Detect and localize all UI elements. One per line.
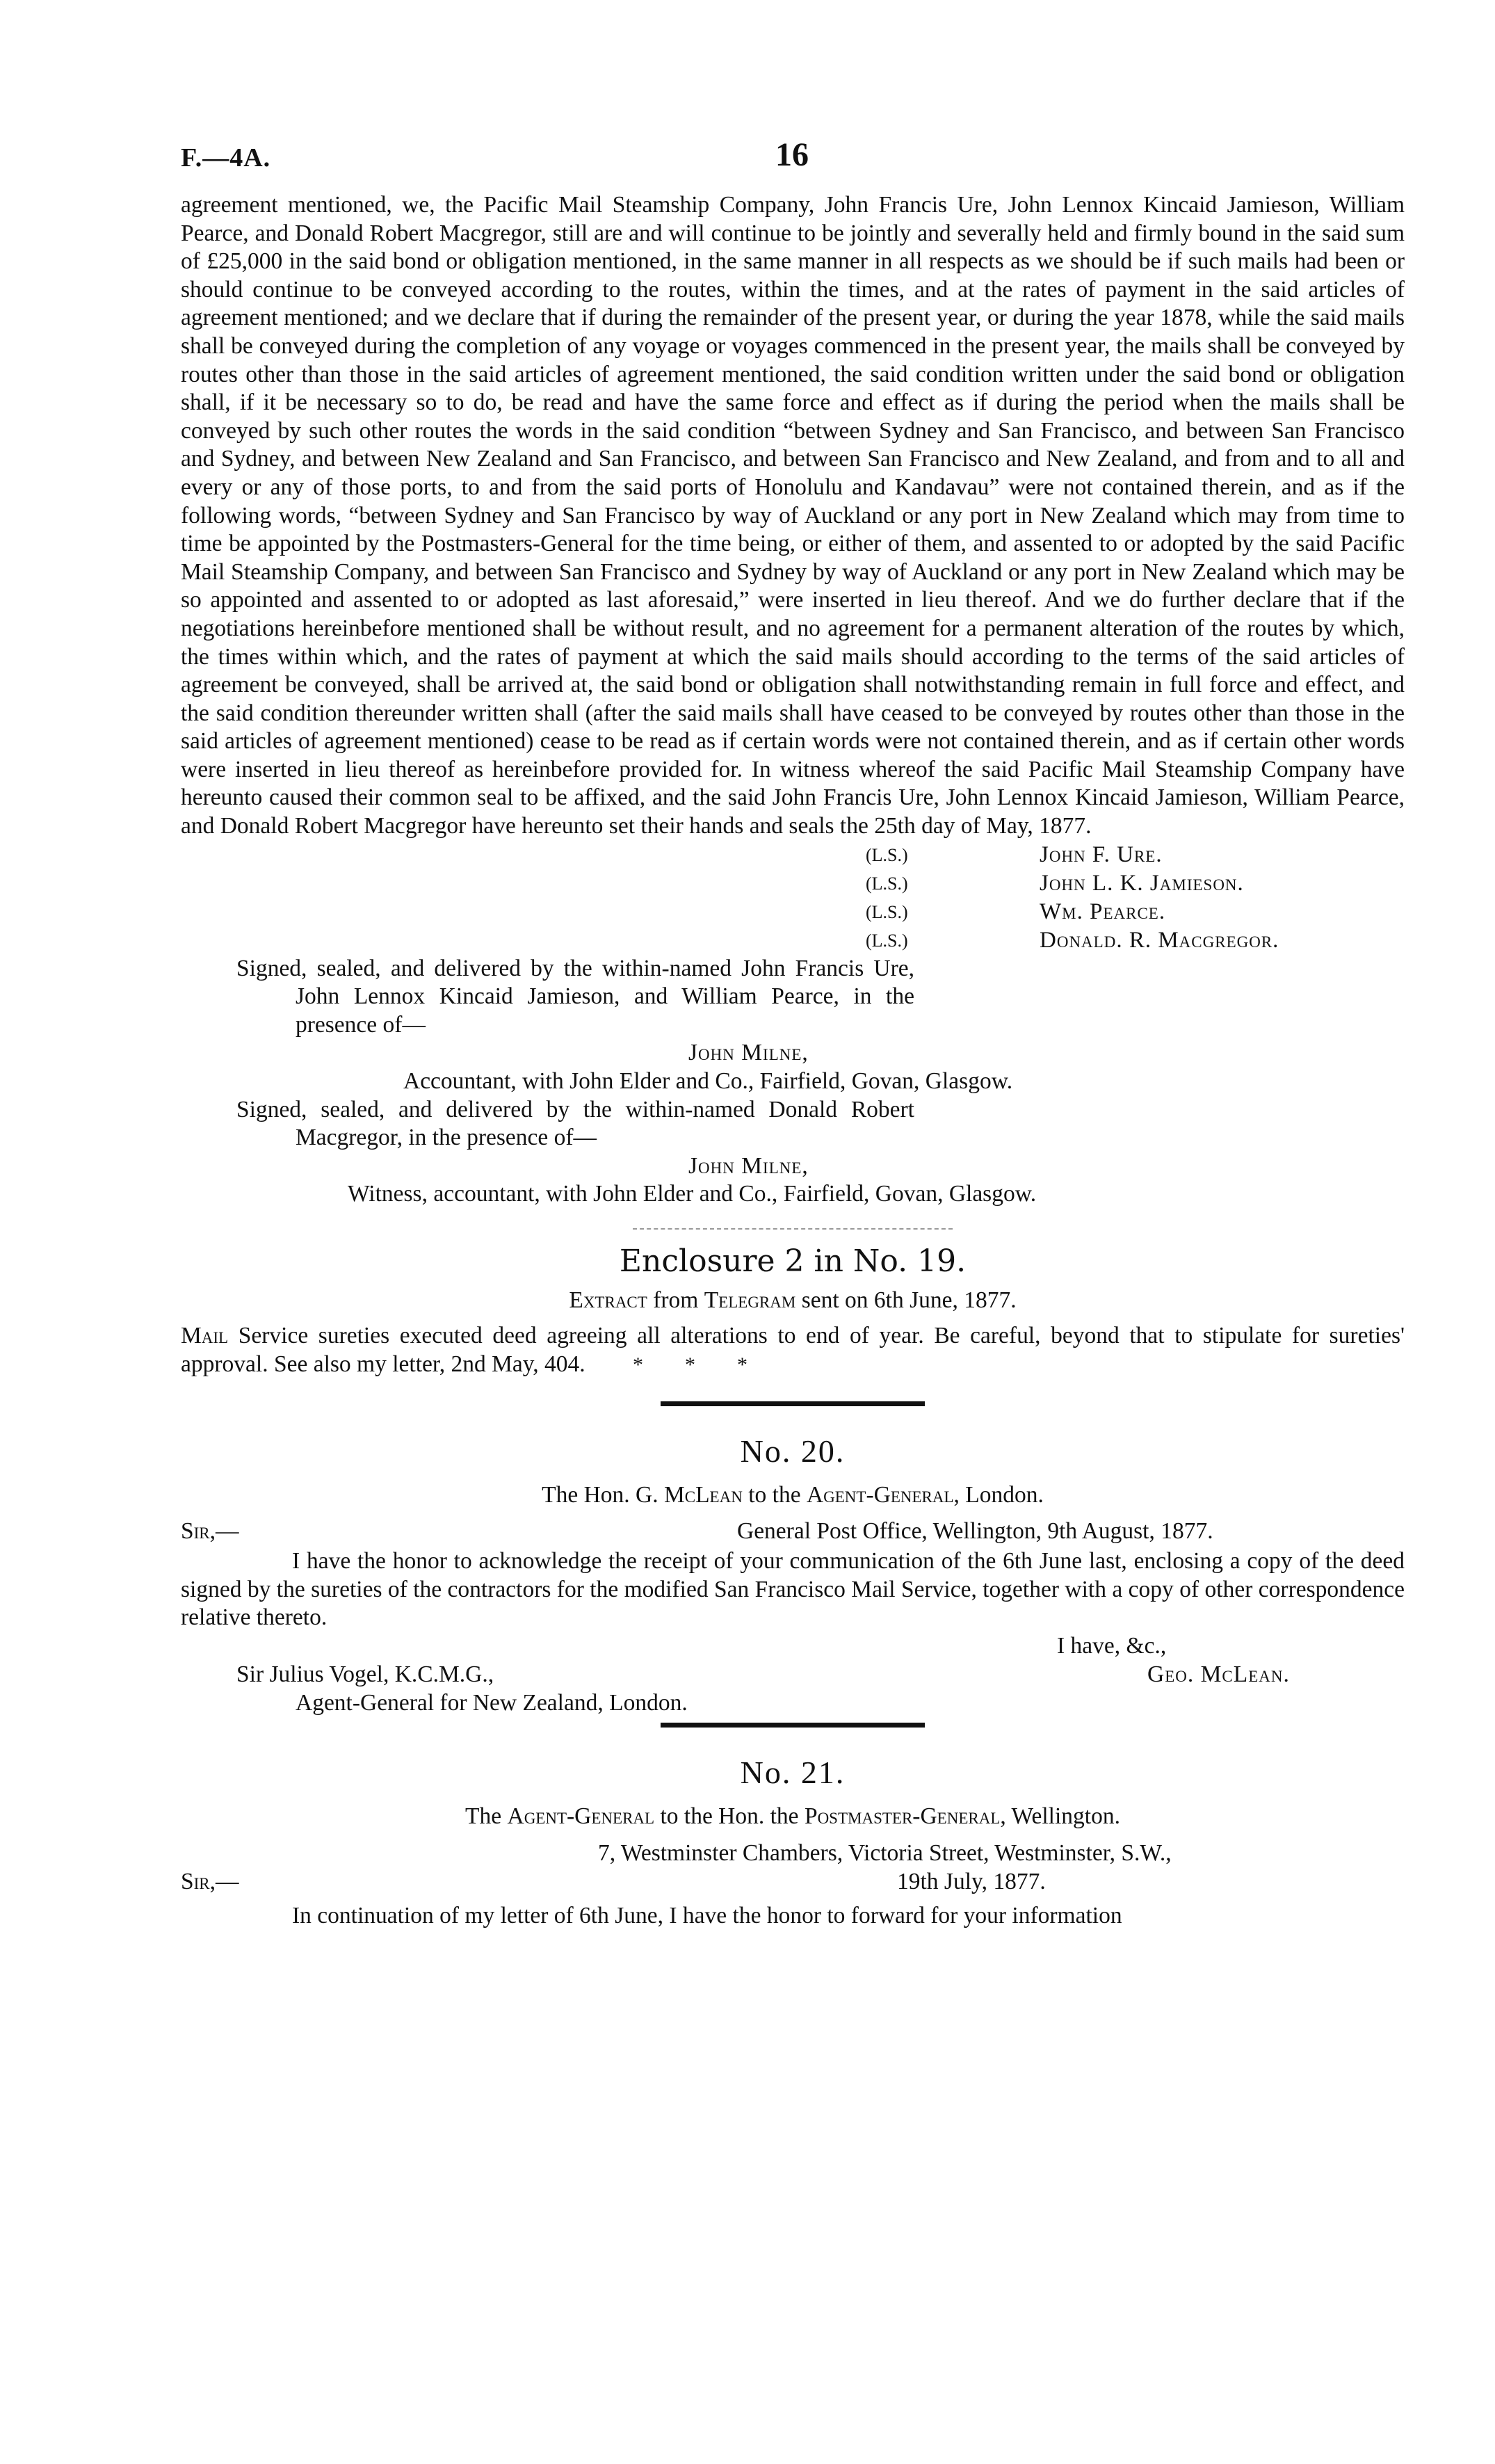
salutation-row bbox=[181, 1518, 1405, 1547]
section-rule bbox=[661, 1401, 925, 1406]
page-header bbox=[181, 136, 1405, 191]
salutation: Sir,— bbox=[181, 1868, 239, 1894]
signature-name: Geo. McLean. bbox=[1147, 1661, 1290, 1687]
signed-sealed-statement-1: Signed, sealed, and delivered by the within-named John Francis Ure, John Lennox Kincaid Jamieson, and William Pearce, in the presence of— bbox=[236, 955, 914, 1038]
addr-place: London. bbox=[965, 1482, 1044, 1508]
addr-pre: The Hon. G. bbox=[542, 1482, 658, 1508]
witness-detail-1: Accountant, with John Elder and Co., Fairfield, Govan, Glasgow. bbox=[403, 1068, 1013, 1095]
seal-list bbox=[181, 841, 1405, 955]
telegram-body bbox=[181, 1322, 1405, 1379]
signed-sealed-statement-2: Signed, sealed, and delivered by the within-named Donald Robert Macgregor, in the presence of— bbox=[236, 1096, 914, 1151]
letter-address-no21 bbox=[181, 1803, 1405, 1830]
seal-mark: (L.S.) bbox=[866, 873, 908, 894]
telegram-word: Telegram bbox=[704, 1287, 796, 1313]
recipient-line-1: Sir Julius Vogel, K.C.M.G., bbox=[236, 1661, 494, 1687]
sender-address: General Post Office, Wellington, 9th August, 1877. bbox=[737, 1518, 1213, 1545]
seal-mark: (L.S.) bbox=[866, 901, 908, 922]
letter-title-no21: No. 21. bbox=[740, 1754, 846, 1790]
addr-to: to the Hon. the bbox=[660, 1803, 799, 1829]
addr-place: Wellington. bbox=[1011, 1803, 1120, 1829]
signatory-name: John L. K. Jamieson. bbox=[1040, 870, 1244, 896]
letter-body-no20: I have the honor to acknowledge the receipt of your communication of the 6th June last, enclosing a copy of the deed signed by the sureties of the contractors for the modified San Francisco Mail Service, together with a copy of other correspondence relative thereto. bbox=[181, 1548, 1405, 1631]
salutation: Sir,— bbox=[181, 1518, 239, 1545]
addr-to: to the bbox=[748, 1482, 801, 1508]
extract-heading bbox=[181, 1287, 1405, 1314]
letter-title-no20: No. 20. bbox=[740, 1433, 846, 1469]
main-paragraph: agreement mentioned, we, the Pacific Mail Steamship Company, John Francis Ure, John Lennox Kincaid Jamieson, William Pearce, and Donald Robert Macgregor, still are and will continue to be jointly and severally held and firmly bound in the said sum of £25,000 in the said bond or obligation mentioned, in the same manner in all respects as we should be if such mails had been or should continue to be conveyed according to the routes, within the times, and at the rates of payment in the said articles of agreement mentioned; and we declare that if during the remainder of the present year, or during the year 1878, while the said mails shall be conveyed during the completion of any voyage or voyages commenced in the present year, the mails shall be conveyed by routes other than those in the said articles of agreement mentioned, the said condition written under the said bond or obligation shall, if it be necessary so to do, be read and have the same force and effect as if during the period when the mails shall be conveyed by such other routes the words in the said condition “between Sydney and San Francisco, and between San Francisco and Sydney, and between New Zealand and San Francisco, and between San Francisco and New Zealand, and from and to all and every or any of those ports, to and from the said ports of Honolulu and Kandavau” were not contained therein, and as if the following words, “between Sydney and San Francisco by way of Auckland or any port in New Zealand which may from time to time be appointed by the Postmasters-General for the time being, or either of them, and assented to or adopted by the said Pacific Mail Steamship Company, and between San Francisco and Sydney by way of Auckland or any port in New Zealand which may be so appointed and assented to or adopted as last aforesaid,” were inserted in lieu thereof. And we do further declare that if the negotiations hereinbefore mentioned shall be without result, and no agreement for a permanent alteration of the routes by which, the times within which, and the rates of payment at which the said mails should according to the terms of the said articles of agreement be conveyed, shall be arrived at, the said bond or obligation shall notwithstanding remain in full force and effect, and the said condition thereunder written shall (after the said mails shall have ceased to be conveyed by routes other than those in the said articles of agreement mentioned) cease to be read as if certain words were not contained therein, and as if certain other words were inserted in lieu thereof as hereinbefore provided for. In witness whereof the said Pacific Mail Steamship Company have hereunto caused their common seal to be affixed, and the said John Francis Ure, John Lennox Kincaid Jamieson, William Pearce, and Donald Robert Macgregor have hereunto set their hands and seals the 25th day of May, 1877. bbox=[181, 192, 1405, 839]
document-page bbox=[181, 136, 1405, 1931]
sender-address-block bbox=[181, 1839, 1405, 1902]
document-reference: F.—4A. bbox=[181, 143, 271, 172]
signatory-name: John F. Ure. bbox=[1040, 842, 1163, 867]
addr-sender: Agent-General bbox=[507, 1803, 655, 1829]
recipient-line-2: Agent-General for New Zealand, London. bbox=[296, 1689, 688, 1716]
telegram-text: Service sureties executed deed agreeing all alterations to end of year. Be careful, beyond that to stipulate for sureties' approval. See also my letter, 2nd May, 404. bbox=[181, 1323, 1405, 1377]
ellipsis-stars: * * * bbox=[633, 1353, 748, 1376]
extract-word: Extract bbox=[569, 1287, 647, 1313]
letter-body-no21: In continuation of my letter of 6th June, I have the honor to forward for your information bbox=[292, 1902, 1122, 1928]
address-line-2: 19th July, 1877. bbox=[897, 1868, 1046, 1894]
witness-detail-2: Witness, accountant, with John Elder and Co., Fairfield, Govan, Glasgow. bbox=[348, 1181, 1037, 1207]
addr-recipient: Postmaster-General, bbox=[804, 1803, 1006, 1829]
address-line-1: 7, Westminster Chambers, Victoria Street, Westminster, S.W., bbox=[598, 1839, 1172, 1866]
seal-mark: (L.S.) bbox=[866, 844, 908, 865]
signatory-name: Donald. R. Macgregor. bbox=[1040, 927, 1279, 953]
addr-pre: The bbox=[465, 1803, 502, 1829]
addr-recipient: Agent-General, bbox=[806, 1482, 960, 1508]
addr-sender: McLean bbox=[663, 1482, 743, 1508]
extract-from: from bbox=[653, 1287, 699, 1313]
dotted-separator bbox=[633, 1228, 953, 1230]
enclosure-title: Enclosure 2 in No. 19. bbox=[619, 1243, 967, 1279]
witness-name-2: John Milne, bbox=[688, 1152, 809, 1179]
witness-name-1: John Milne, bbox=[688, 1040, 809, 1066]
telegram-lead: Mail bbox=[181, 1323, 229, 1348]
signature-block bbox=[181, 955, 1405, 1209]
letter-address-no20 bbox=[181, 1482, 1405, 1508]
letter-closing-no20 bbox=[181, 1632, 1405, 1723]
signatory-name: Wm. Pearce. bbox=[1040, 899, 1166, 924]
extract-rest: sent on 6th June, 1877. bbox=[801, 1287, 1017, 1313]
section-rule bbox=[661, 1723, 925, 1728]
closing-phrase: I have, &c., bbox=[1057, 1632, 1167, 1659]
seal-mark: (L.S.) bbox=[866, 930, 908, 951]
page-number: 16 bbox=[775, 136, 809, 173]
